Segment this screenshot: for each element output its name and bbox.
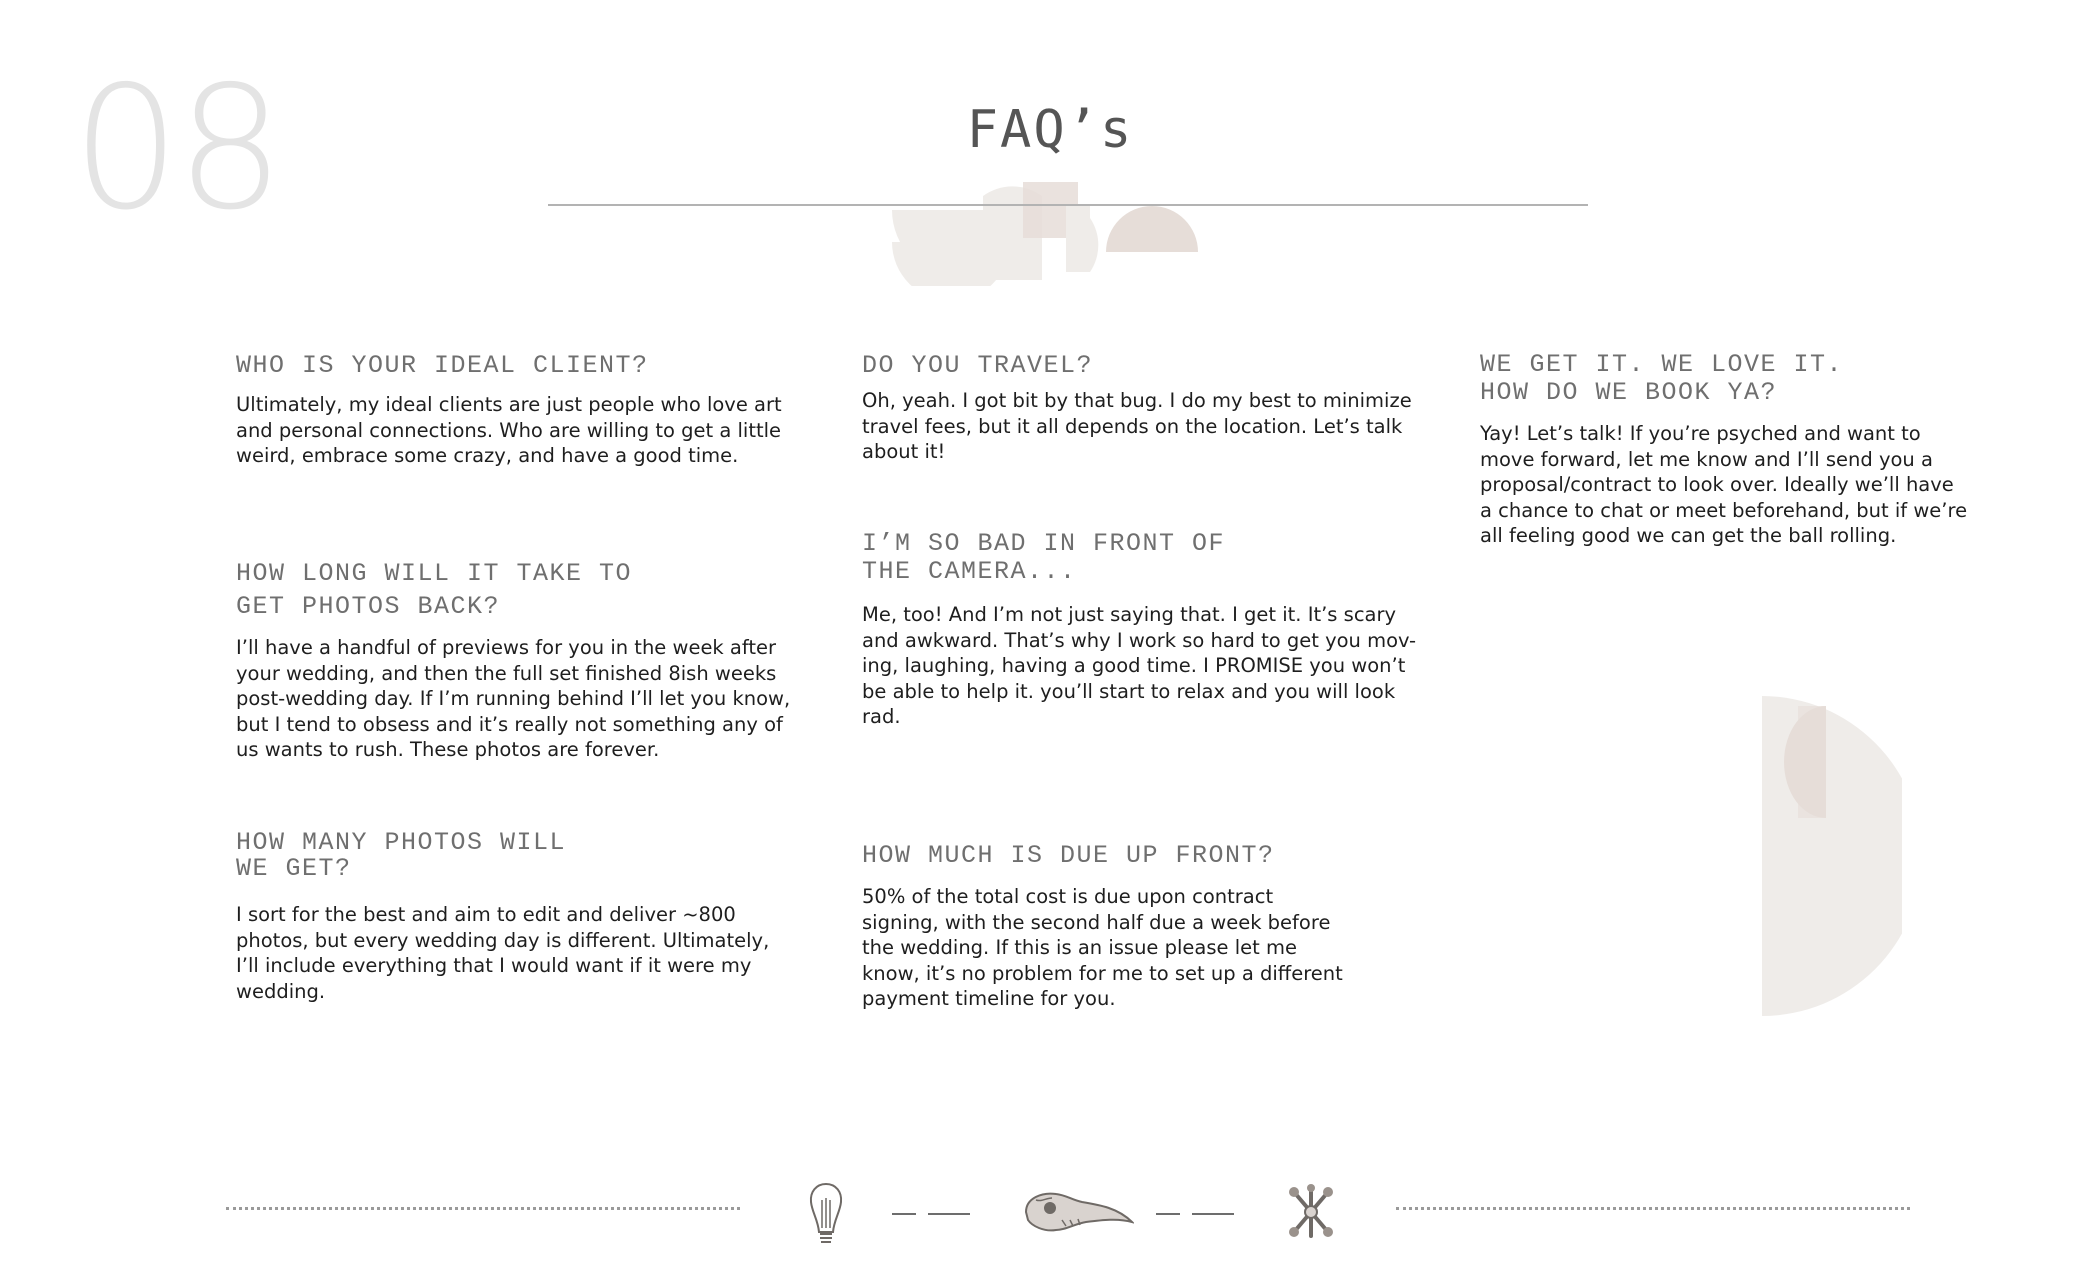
- footer-dotted-line-left: [226, 1207, 740, 1210]
- faq-question: HOW MUCH IS DUE UP FRONT?: [862, 841, 1275, 870]
- faq-answer: Yay! Let’s talk! If you’re psyched and want to move forward, let me know and I’ll send you a proposal/contract to look over. Ideally we’ll have a chance to chat or meet beforehand, but if we’re all feeling good we can get the ball rolling.: [1480, 422, 1968, 547]
- decorative-shapes-top: [880, 176, 1200, 286]
- jacks-icon: [1284, 1184, 1338, 1240]
- footer-dash: [892, 1213, 916, 1215]
- faq-photos-back: [236, 557, 816, 763]
- footer-dotted-line-right: [1396, 1207, 1910, 1210]
- page-title: FAQ’s: [966, 100, 1134, 160]
- faq-answer: Oh, yeah. I got bit by that bug. I do my best to minimize travel fees, but it all depends on the location. Let’s talk about it!: [862, 389, 1412, 463]
- faq-due-up-front: [862, 841, 1422, 1012]
- faq-question: WE GET IT. WE LOVE IT. HOW DO WE BOOK YA?: [1480, 350, 1844, 407]
- faq-book: [1480, 351, 2000, 549]
- page-number: 08: [72, 50, 281, 248]
- faq-question: HOW MANY PHOTOS WILL WE GET?: [236, 828, 567, 883]
- faq-answer: I’ll have a handful of previews for you in the week after your wedding, and then the full set finished 8ish weeks post-wedding day. If I’m running behind I’ll let you know, but I tend to obsess and it’s really not something any of us wants to rush. These photos are forever.: [236, 636, 791, 761]
- footer-dash: [1156, 1213, 1180, 1215]
- faq-question: I’M SO BAD IN FRONT OF THE CAMERA...: [862, 529, 1226, 586]
- footer-dash: [928, 1213, 970, 1215]
- faq-answer: 50% of the total cost is due upon contract signing, with the second half due a week before the wedding. If this is an issue please let me know, it’s no problem for me to set up a different payment timeline for you.: [862, 885, 1343, 1010]
- faq-question: WHO IS YOUR IDEAL CLIENT?: [236, 351, 649, 380]
- footer-dash: [1192, 1213, 1234, 1215]
- faq-ideal-client: [236, 351, 816, 469]
- faq-camera: [862, 530, 1422, 730]
- faq-question: HOW LONG WILL IT TAKE TO GET PHOTOS BACK?: [236, 559, 633, 621]
- light-bulb-icon: [808, 1182, 844, 1248]
- faq-answer: I sort for the best and aim to edit and deliver ~800 photos, but every wedding day is different. Ultimately, I’ll include everything that I would want if it were my wedding.: [236, 903, 770, 1003]
- decorative-shapes-right: [1762, 690, 1902, 1020]
- faq-answer: Ultimately, my ideal clients are just people who love art and personal connections. Who are willing to get a little weird, embrace some crazy, and have a good time.: [236, 393, 782, 467]
- faq-answer: Me, too! And I’m not just saying that. I get it. It’s scary and awkward. That’s why I work so hard to get you mov- ing, laughing, having a good time. I PROMISE you won’t be able to help it. you’ll start to relax and you will look rad.: [862, 603, 1417, 728]
- faq-travel: [862, 351, 1422, 465]
- faq-how-many: [236, 830, 816, 1004]
- faq-question: DO YOU TRAVEL?: [862, 351, 1094, 380]
- skull-icon: [1022, 1190, 1134, 1234]
